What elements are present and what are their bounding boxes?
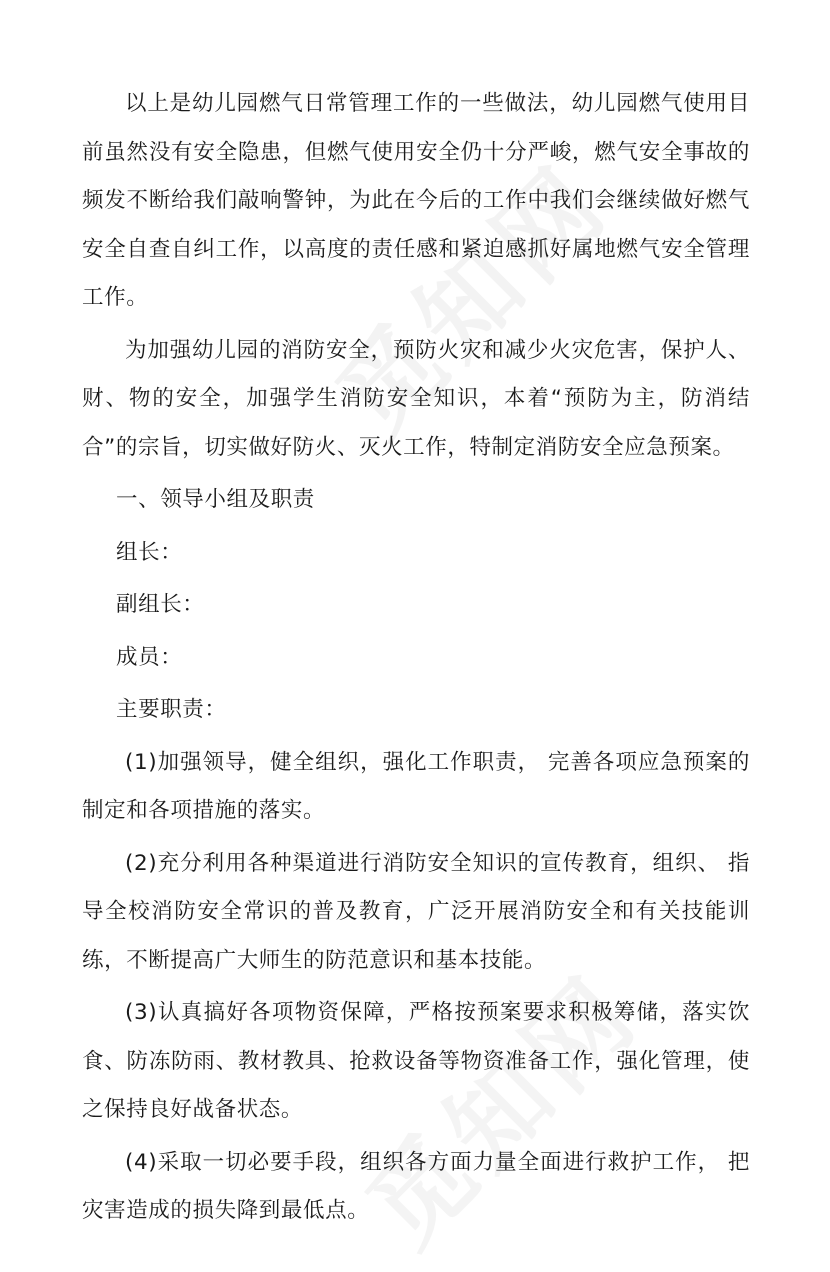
duty-item-3: (3)认真搞好各项物资保障，严格按预案要求积极筹储，落实饮食、防冻防雨、教材教具、抢救设备等物资准备工作，强化管理，使之保持良好战备状态。 <box>82 1000 750 1122</box>
duties-heading: 主要职责： <box>116 697 227 722</box>
role-members: 成员： <box>116 644 183 670</box>
duty-item-1: (1)加强领导，健全组织，强化工作职责， 完善各项应急预案的制定和各项措施的落实。 <box>82 749 750 823</box>
role-deputy: 副组长： <box>116 592 205 617</box>
paragraph-fire-safety-intro: 为加强幼儿园的消防安全，预防火灾和减少火灾危害，保护人、财、物的安全，加强学生消防安全知识，本着“预防为主，防消结合”的宗旨，切实做好防火、灭火工作，特制定消防安全应急预案。 <box>82 337 750 460</box>
section-heading: 一、领导小组及职责 <box>116 487 315 512</box>
role-leader: 组长： <box>116 539 183 565</box>
duty-item-4: (4)采取一切必要手段，组织各方面力量全面进行救护工作， 把灾害造成的损失降到最低点。 <box>82 1149 750 1223</box>
document-body <box>82 80 750 1240</box>
duty-item-2: (2)充分利用各种渠道进行消防安全知识的宣传教育，组织、 指导全校消防安全常识的普及教育，广泛开展消防安全和有关技能训练，不断提高广大师生的防范意识和基本技能。 <box>82 850 750 973</box>
paragraph-gas-safety: 以上是幼儿园燃气日常管理工作的一些做法，幼儿园燃气使用目前虽然没有安全隐患，但燃气使用安全仍十分严峻，燃气安全事故的频发不断给我们敲响警钟，为此在今后的工作中我们会继续做好燃气安全自查自纠工作，以高度的责任感和紧迫感抓好属地燃气安全管理工作。 <box>82 91 750 310</box>
